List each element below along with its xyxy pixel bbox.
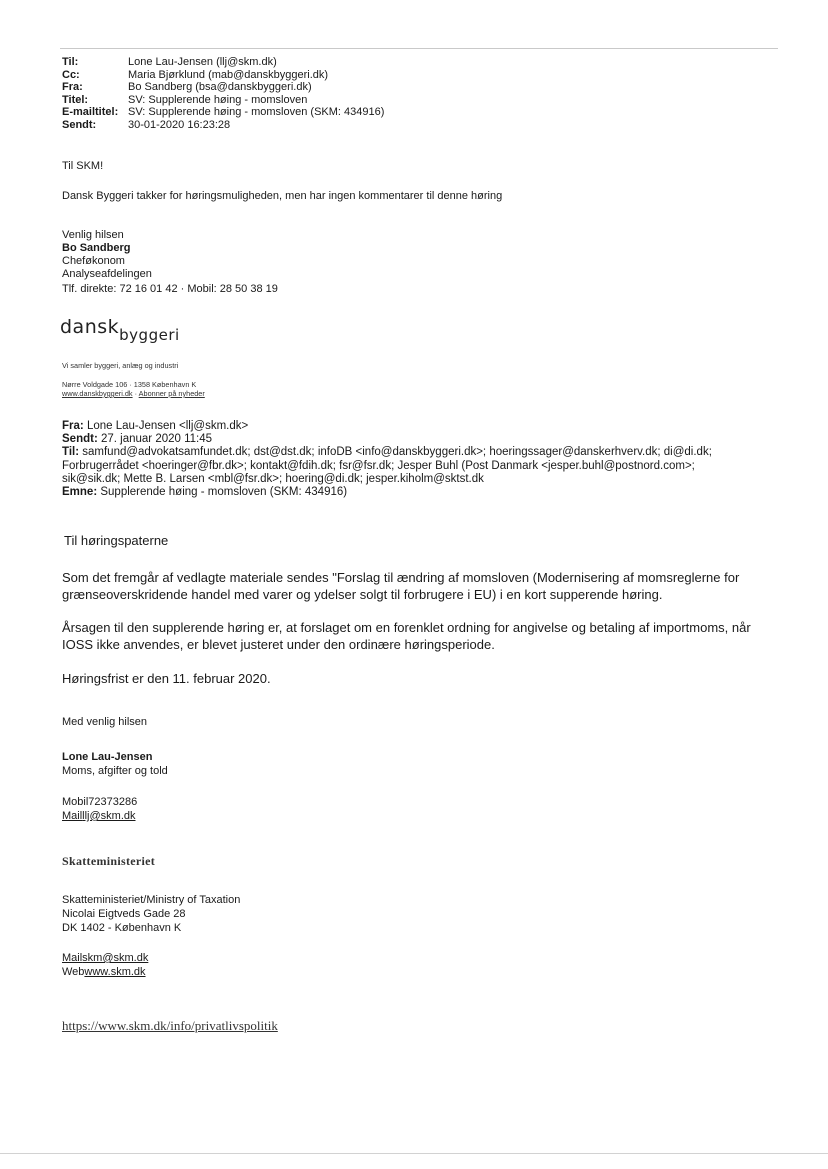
forwarded-to-line-1: samfund@advokatsamfundet.dk; dst@dst.dk; infoDB <info@danskbyggeri.dk>; hoeringssager@danskerhverv.dk; di@di.dk; xyxy=(82,446,712,459)
organization-web xyxy=(62,966,146,979)
organization-mail-link[interactable]: skm@skm.dk xyxy=(82,952,149,964)
header-row-to xyxy=(62,56,384,69)
forwarded-to-label: Til: xyxy=(62,446,80,459)
reply-greeting: Til SKM! xyxy=(62,160,104,172)
bottom-divider xyxy=(0,1153,828,1154)
organization-name: Skatteministeriet xyxy=(62,854,156,868)
logo-text-byggeri: byggeri xyxy=(119,326,180,344)
mobile-label: Mobil xyxy=(62,796,89,808)
signature-closing: Med venlig hilsen xyxy=(62,716,147,728)
subscribe-link[interactable]: Abonner på nyheder xyxy=(138,389,205,398)
web-link[interactable]: www.skm.dk xyxy=(84,966,146,978)
dansk-byggeri-logo xyxy=(60,316,180,344)
organization-mail xyxy=(62,952,148,965)
mail-label: Mail xyxy=(62,810,83,822)
logo-text-dansk: dansk xyxy=(60,316,120,338)
forwarded-sent-label: Sendt: xyxy=(62,433,98,446)
header-key: E-mailtitel: xyxy=(62,106,119,119)
link-separator: · xyxy=(132,389,139,398)
header-row-cc xyxy=(62,69,384,82)
body-greeting: Til høringspaterne xyxy=(64,533,169,548)
reply-body: Dansk Byggeri takker for høringsmuligheden, men har ingen kommentarer til denne høring xyxy=(62,190,503,202)
body-paragraph-1: Som det fremgår af vedlagte materiale sendes "Forslag til ændring af momsloven (Modernisering af momsreglerne for grænseoverskridende handel med varer og ydelser solgt til forbrugere i EU) i en kort supperende høring. xyxy=(62,570,740,602)
reply-sender-name: Bo Sandberg xyxy=(62,242,131,254)
header-row-email-title xyxy=(62,106,384,119)
forwarded-from-label: Fra: xyxy=(62,420,84,432)
mobile-number: 72373286 xyxy=(88,796,138,808)
signature-mail xyxy=(62,810,136,823)
forwarded-sent-row xyxy=(62,433,762,446)
logo-tagline: Vi samler byggeri, anlæg og industri xyxy=(62,361,179,370)
forwarded-header xyxy=(62,420,762,499)
reply-sender-phone: Tlf. direkte: 72 16 01 42 · Mobil: 28 50 38 19 xyxy=(62,283,278,295)
web-label: Web xyxy=(62,966,85,978)
mail-label: Mail xyxy=(62,952,83,964)
header-value: Maria Bjørklund (mab@danskbyggeri.dk) xyxy=(128,68,329,81)
header-row-sent xyxy=(62,119,384,132)
header-row-title xyxy=(62,94,384,107)
forwarded-to-line-3: sik@sik.dk; Mette B. Larsen <mbl@fsr.dk>; hoering@di.dk; jesper.kiholm@sktst.dk xyxy=(62,472,484,485)
forwarded-to-row xyxy=(62,446,762,459)
reply-closing: Venlig hilsen xyxy=(62,229,124,241)
signature-title: Moms, afgifter og told xyxy=(62,765,168,777)
header-value: 30-01-2020 16:23:28 xyxy=(128,118,231,131)
forwarded-from: Lone Lau-Jensen <llj@skm.dk> xyxy=(86,420,249,432)
reply-sender-title: Cheføkonom xyxy=(62,255,125,267)
forwarded-subject-label: Emne: xyxy=(62,486,98,499)
header-value: SV: Supplerende høing - momsloven (SKM: 434916) xyxy=(128,106,385,119)
email-header xyxy=(62,56,384,132)
organization-city: DK 1402 - København K xyxy=(62,922,182,934)
forwarded-subject: Supplerende høing - momsloven (SKM: 434916) xyxy=(100,486,348,499)
mail-link[interactable]: llj@skm.dk xyxy=(82,810,136,822)
header-key: Titel: xyxy=(62,93,89,106)
header-value: Lone Lau-Jensen (llj@skm.dk) xyxy=(128,56,277,68)
organization-full-name: Skatteministeriet/Ministry of Taxation xyxy=(62,894,241,906)
header-key: Fra: xyxy=(62,81,83,94)
header-value: Bo Sandberg (bsa@danskbyggeri.dk) xyxy=(128,81,312,94)
top-divider xyxy=(60,48,778,49)
forwarded-subject-row xyxy=(62,486,762,499)
forwarded-from-row xyxy=(62,420,762,433)
logo-address: Nørre Voldgade 106 · 1358 København K xyxy=(62,380,197,389)
header-key: Til: xyxy=(62,56,79,68)
header-row-from xyxy=(62,81,384,94)
website-link[interactable]: www.danskbyggeri.dk xyxy=(62,389,133,398)
logo-links xyxy=(62,390,205,398)
body-paragraph-2: Årsagen til den supplerende høring er, at forslaget om en forenklet ordning for angivelse og betaling af importmoms, når IOSS ikke anvendes, er blevet justeret under den ordinære høringsperiode. xyxy=(62,620,751,652)
body-paragraph-3: Høringsfrist er den 11. februar 2020. xyxy=(62,671,271,686)
header-key: Sendt: xyxy=(62,118,97,131)
header-value: SV: Supplerende høing - momsloven xyxy=(128,93,308,106)
header-key: Cc: xyxy=(62,68,80,81)
forwarded-to-line-2: Forbrugerrådet <hoeringer@fbr.dk>; kontakt@fdih.dk; fsr@fsr.dk; Jesper Buhl (Post Danmark <jesper.buhl@postnord.com>; xyxy=(62,459,695,472)
organization-street: Nicolai Eigtveds Gade 28 xyxy=(62,908,186,920)
forwarded-sent: 27. januar 2020 11:45 xyxy=(100,433,213,446)
reply-sender-department: Analyseafdelingen xyxy=(62,268,152,280)
signature-mobile xyxy=(62,796,137,809)
signature-name: Lone Lau-Jensen xyxy=(62,751,153,763)
privacy-policy-link[interactable]: https://www.skm.dk/info/privatlivspolitik xyxy=(62,1018,278,1033)
